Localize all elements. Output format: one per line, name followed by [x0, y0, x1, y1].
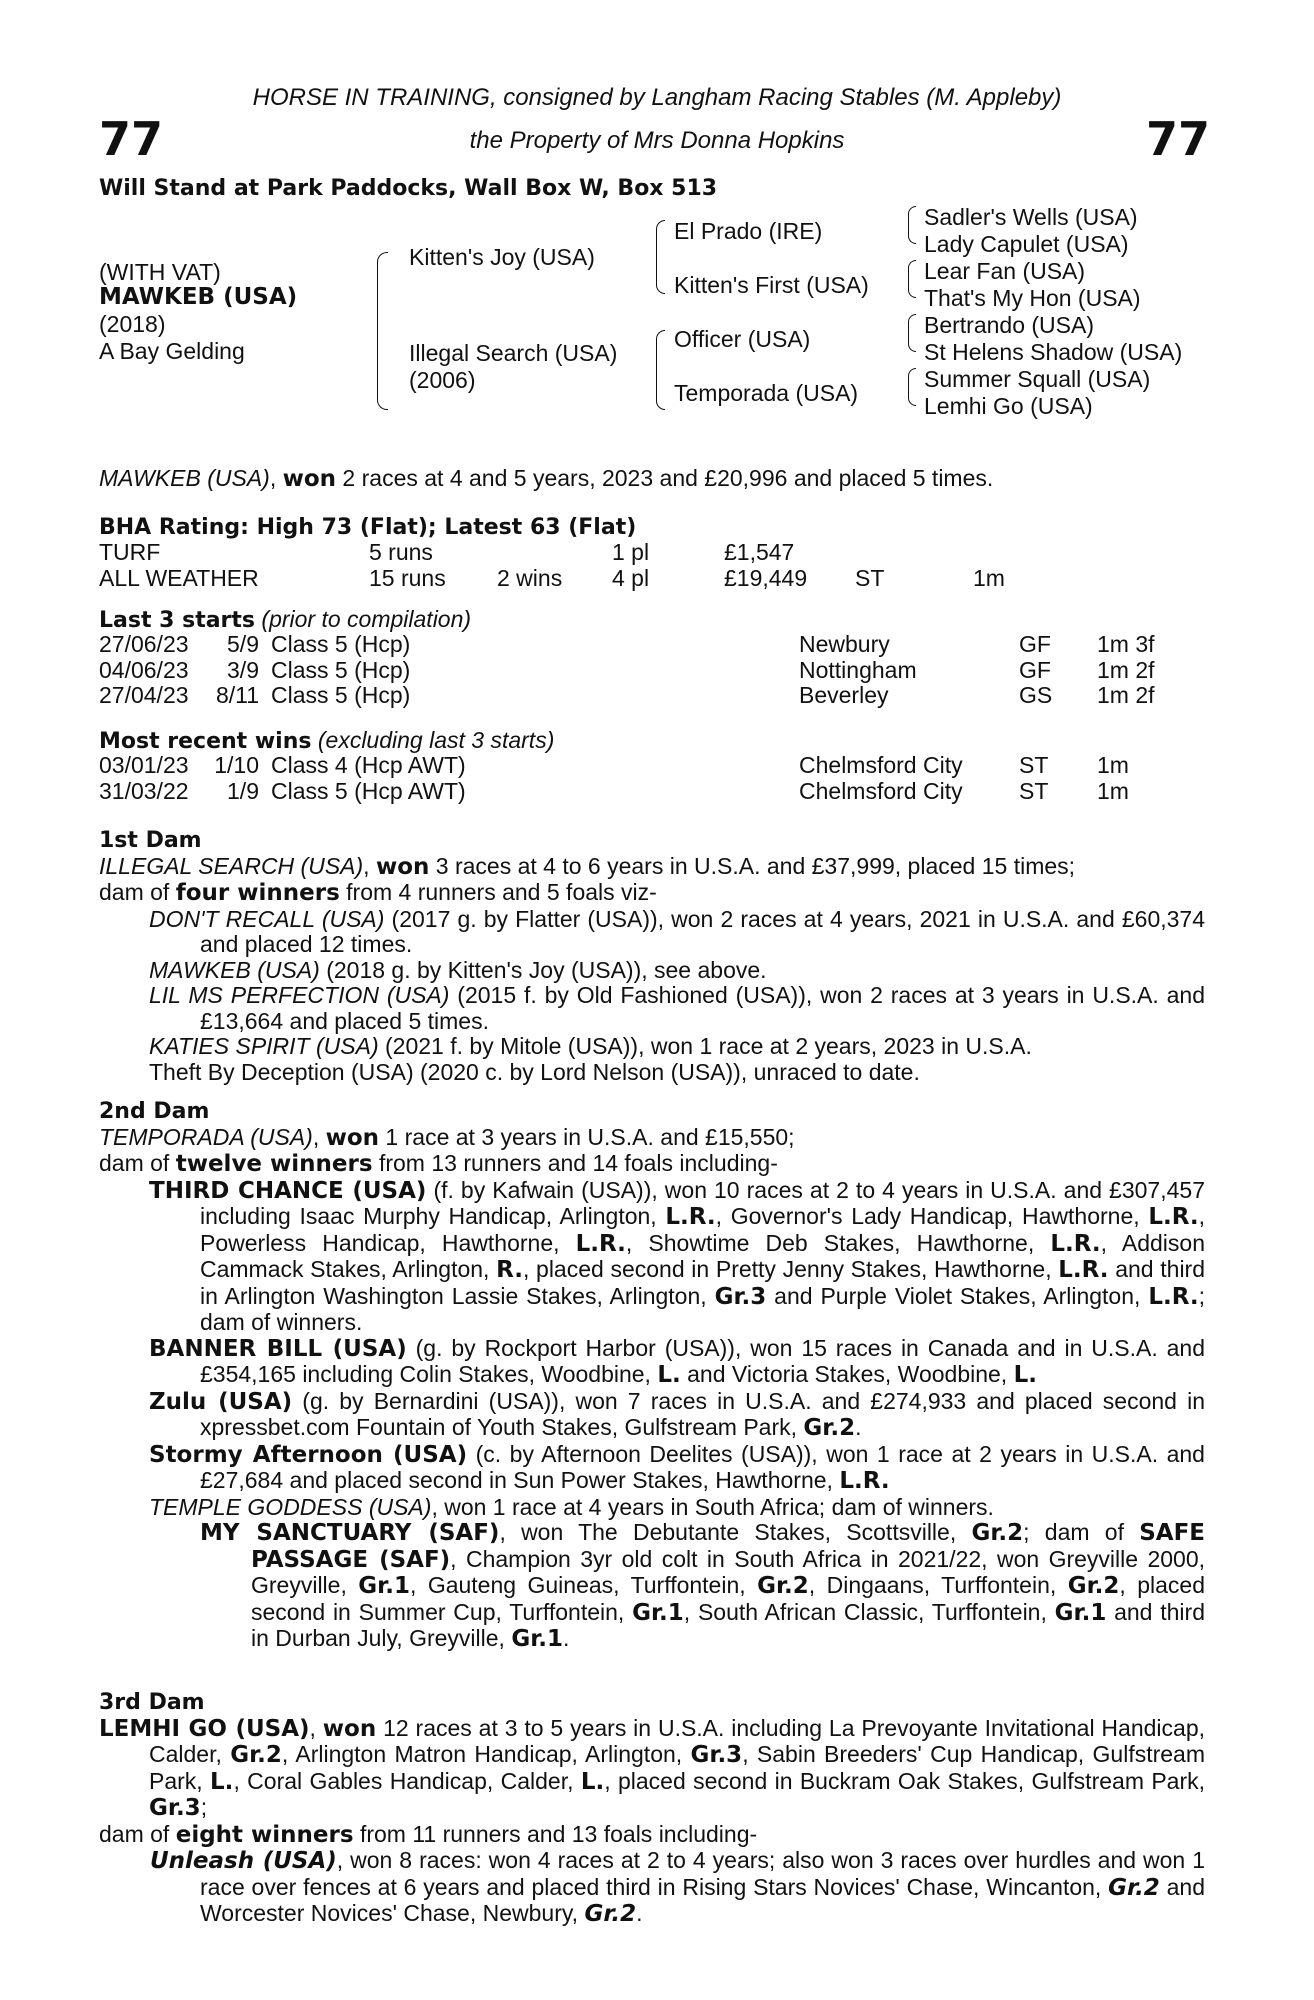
progeny-name: KATIES SPIRIT (USA) — [149, 1033, 379, 1059]
third-dam-produce — [99, 1822, 1205, 1849]
grade: Gr.2 — [803, 1415, 856, 1441]
progeny-text: (2017 g. by Flatter (USA)), won 2 races at 4 years, 2021 in U.S.A. and £60,374 and placed 12 times. — [200, 905, 1205, 957]
third-dam-text: ; — [200, 1794, 208, 1820]
first-dam-title: 1st Dam — [99, 828, 202, 853]
recent-wins-table — [99, 753, 1129, 804]
progeny-name: Zulu (USA) — [149, 1388, 293, 1415]
progeny-item-third-chance — [99, 1178, 1205, 1336]
win-course: Chelmsford City — [799, 777, 963, 804]
progeny-text: . — [563, 1625, 570, 1651]
dam-of-text: dam of — [99, 879, 176, 905]
second-dam-section — [99, 1099, 1205, 1653]
second-dam-produce — [99, 1151, 1205, 1178]
first-dam-produce — [99, 880, 1205, 907]
dam-of-text: dam of — [99, 1820, 176, 1847]
progeny-item-stormy-afternoon — [99, 1442, 1205, 1495]
progeny-text: , placed second in Pretty Jenny Stakes, Hawthorne, — [522, 1256, 1059, 1282]
pedigree-ddd: Lemhi Go (USA) — [924, 393, 1093, 419]
horse-name: MAWKEB (USA) — [99, 284, 298, 310]
grade: L. — [580, 1768, 605, 1795]
consignor-line: HORSE IN TRAINING, consigned by Langham Racing Stables (M. Appleby) — [252, 84, 1062, 111]
third-dam-record: LEMHI GO (USA), won 12 races at 3 to 5 years in U.S.A. including La Prevoyante Invitational Handicap, Calder, Gr.2, Arlington Matron Handicap, Arlington, Gr.3, Sabin Breeders' Cup Handicap, Gulfstream Park, L., Coral Gables Handicap, Calder, L., placed second in Buckram Oak Stakes, Gulfstream Park, Gr.3; — [99, 1714, 1205, 1821]
owner-line: the Property of Mrs Donna Hopkins — [469, 127, 845, 154]
pedigree-brace-sd — [908, 260, 916, 298]
grade: Gr.3 — [690, 1742, 743, 1768]
third-dam-text: , Sabin Breeders' Cup Handicap, Gulfstream Park, — [149, 1741, 1205, 1794]
pedigree-brace-ds — [908, 314, 916, 352]
progeny-item-banner-bill — [99, 1336, 1205, 1389]
grade: R. — [496, 1257, 523, 1283]
progeny-text: , Governor's Lady Handicap, Hawthorne, — [715, 1203, 1149, 1229]
dam-of-text: dam of — [99, 1150, 176, 1176]
winners-count: four winners — [175, 880, 340, 906]
progeny-item — [99, 983, 1205, 1034]
vat-note: (WITH VAT) — [99, 259, 221, 285]
win-date: 31/03/22 — [99, 777, 189, 804]
grade: L.R. — [665, 1204, 716, 1230]
progeny-text: and third in Arlington Washington Lassie Stakes, Arlington, — [200, 1256, 1206, 1309]
rating-going: ST — [855, 564, 885, 591]
progeny-name: TEMPLE GODDESS (USA) — [149, 1493, 432, 1520]
win-going: ST — [1019, 752, 1049, 778]
grade: L.R. — [1148, 1283, 1199, 1310]
third-dam-text: , Coral Gables Handicap, Calder, — [233, 1767, 581, 1794]
stand-location: Will Stand at Park Paddocks, Wall Box W, Box 513 — [99, 176, 718, 201]
progeny-text: , Dingaans, Turffontein, — [808, 1572, 1068, 1598]
won-word: won — [322, 1715, 377, 1742]
rating-going — [855, 540, 973, 566]
win-date: 03/01/23 — [99, 752, 189, 778]
last3-table — [99, 632, 1155, 709]
pedigree-brace-main — [377, 252, 388, 410]
rating-table — [99, 540, 1005, 591]
second-dam-title: 2nd Dam — [99, 1099, 210, 1124]
grade: L.R. — [575, 1230, 626, 1257]
start-position: 5/9 — [227, 631, 259, 657]
win-position: 1/9 — [227, 777, 259, 804]
third-dam-name: LEMHI GO (USA) — [99, 1715, 310, 1742]
pedigree-sdd: That's My Hon (USA) — [924, 285, 1141, 311]
progeny-text: ; dam of winners. — [200, 1282, 1205, 1335]
pedigree-sire-sire: El Prado (IRE) — [674, 218, 823, 244]
last3-row — [99, 683, 1155, 709]
pedigree-dam: Illegal Search (USA) — [409, 340, 618, 366]
recent-title: Most recent wins — [99, 729, 312, 754]
third-dam-text: 12 races at 3 to 5 years in U.S.A. including La Prevoyante Invitational Handicap, Calder, — [149, 1714, 1205, 1767]
first-dam-name: ILLEGAL SEARCH (USA) — [99, 852, 364, 879]
grade: Gr.2 — [1108, 1874, 1160, 1901]
win-class: Class 5 (Hcp AWT) — [271, 777, 466, 804]
progeny-text: , placed second in Summer Cup, Turffontein, — [251, 1572, 1205, 1625]
winners-count: eight winners — [175, 1821, 354, 1848]
progeny-text: Theft By Deception (USA) (2020 c. by Lord Nelson (USA)), unraced to date. — [149, 1058, 920, 1085]
winners-count: twelve winners — [175, 1151, 373, 1177]
rating-placed: 4 pl — [612, 564, 650, 591]
grade: L. — [210, 1768, 234, 1795]
start-date: 04/06/23 — [99, 656, 189, 683]
third-dam-text: , Arlington Matron Handicap, Arlington, — [281, 1741, 691, 1767]
rating-runs: 5 runs — [369, 539, 433, 565]
rating-dist: 1m — [973, 564, 1005, 591]
rating-dist — [973, 540, 1005, 566]
recent-heading — [99, 727, 554, 754]
progeny-text: (g. by Bernardini (USA)), won 7 races in U.S.A. and £274,933 and placed second in xpressbet.com Fountain of Youth Stakes, Gulfstream Park, — [200, 1387, 1205, 1440]
progeny-text: and third in Durban July, Greyville, — [251, 1598, 1205, 1651]
start-going: GF — [1019, 656, 1051, 683]
first-dam-record: ILLEGAL SEARCH (USA), won 3 races at 4 to 6 years in U.S.A. and £37,999, placed 15 times; — [99, 852, 1076, 880]
start-date: 27/04/23 — [99, 682, 189, 708]
third-dam-text: , placed second in Buckram Oak Stakes, Gulfstream Park, — [604, 1767, 1205, 1794]
pedigree-dds: Summer Squall (USA) — [924, 366, 1151, 392]
grade: L.R. — [1050, 1230, 1101, 1257]
grade: Gr.1 — [632, 1599, 684, 1626]
last3-row — [99, 632, 1155, 658]
pedigree-sire: Kitten's Joy (USA) — [409, 244, 595, 270]
win-course: Chelmsford City — [799, 752, 963, 778]
progeny-text: , Showtime Deb Stakes, Hawthorne, — [625, 1229, 1051, 1256]
progeny-text: , Addison Cammack Stakes, Arlington, — [200, 1229, 1205, 1282]
progeny-name: Stormy Afternoon (USA) — [149, 1441, 468, 1468]
win-going: ST — [1019, 777, 1049, 804]
summary-won: won — [282, 466, 337, 492]
progeny-name: Unleash (USA) — [150, 1848, 337, 1874]
last3-title: Last 3 starts — [99, 608, 256, 633]
grade: L. — [1013, 1362, 1037, 1388]
progeny-text: , Gauteng Guineas, Turffontein, — [409, 1572, 758, 1598]
pedigree-sds: Lear Fan (USA) — [924, 258, 1086, 284]
third-dam-title: 3rd Dam — [99, 1690, 205, 1715]
pedigree-brace-sire — [656, 220, 665, 294]
start-class: Class 5 (Hcp) — [271, 656, 411, 683]
lot-number-left: 77 — [99, 112, 164, 166]
rating-money: £19,449 — [724, 564, 808, 591]
grade: Gr.1 — [511, 1626, 564, 1652]
grade: L.R. — [839, 1468, 890, 1494]
pedigree-dss: Bertrando (USA) — [924, 312, 1095, 338]
third-dam-section — [99, 1690, 1205, 1928]
won-word: won — [325, 1124, 380, 1151]
pedigree-ssd: Lady Capulet (USA) — [924, 231, 1129, 257]
progeny-text: and Victoria Stakes, Woodbine, — [680, 1361, 1014, 1387]
progeny-text: ; dam of — [1023, 1519, 1140, 1545]
progeny-item — [99, 1034, 1205, 1060]
progeny-text: . — [855, 1414, 862, 1440]
runners-text: from 11 runners and 13 foals including- — [353, 1820, 758, 1847]
start-position: 8/11 — [215, 682, 259, 708]
second-dam-text: 1 race at 3 years in U.S.A. and £15,550; — [379, 1123, 795, 1150]
bha-rating-title: BHA Rating: High 73 (Flat); Latest 63 (Flat) — [99, 515, 637, 540]
progeny-item-temple-goddess — [99, 1495, 1205, 1521]
race-summary: MAWKEB (USA), won 2 races at 4 and 5 years, 2023 and £20,996 and placed 5 times. — [99, 465, 994, 492]
progeny-name: DON'T RECALL (USA) — [149, 905, 385, 932]
progeny-text: , Champion 3yr old colt in South Africa in 2021/22, won Greyville 2000, Greyville, — [251, 1545, 1206, 1598]
first-dam-section — [99, 828, 1205, 1085]
runners-text: from 4 runners and 5 foals viz- — [339, 879, 657, 905]
rating-wins — [497, 540, 612, 566]
last3-row — [99, 658, 1155, 684]
grade: Gr.2 — [757, 1573, 809, 1599]
grade: Gr.3 — [714, 1283, 767, 1310]
rating-row-turf — [99, 540, 1005, 566]
pedigree-dsd: St Helens Shadow (USA) — [924, 339, 1183, 365]
grade: Gr.2 — [971, 1520, 1024, 1546]
progeny-item-unleash — [99, 1848, 1205, 1928]
grand-progeny-my-sanctuary — [99, 1520, 1205, 1653]
horse-year: (2018) — [99, 311, 166, 337]
won-word: won — [375, 853, 430, 880]
progeny-text: , South African Classic, Turffontein, — [683, 1598, 1055, 1625]
last3-heading — [99, 606, 471, 633]
start-distance: 1m 2f — [1097, 682, 1155, 708]
grade: Gr.2 — [584, 1901, 637, 1927]
pedigree-sss: Sadler's Wells (USA) — [924, 204, 1138, 230]
progeny-text: (2018 g. by Kitten's Joy (USA)), see above. — [319, 956, 767, 983]
progeny-item-zulu — [99, 1389, 1205, 1442]
lot-number-right: 77 — [1146, 112, 1211, 166]
recent-note: (excluding last 3 starts) — [317, 727, 555, 753]
grade: Gr.2 — [230, 1742, 282, 1768]
pedigree-dam-year: (2006) — [409, 367, 476, 393]
progeny-text: (g. by Rockport Harbor (USA)), won 15 races in Canada and in U.S.A. and £354,165 including Colin Stakes, Woodbine, — [200, 1334, 1205, 1387]
progeny-text: . — [636, 1900, 643, 1926]
start-class: Class 5 (Hcp) — [271, 631, 411, 657]
progeny-text: , won 1 race at 4 years in South Africa; dam of winners. — [431, 1493, 994, 1520]
progeny-text: and Purple Violet Stakes, Arlington, — [766, 1282, 1149, 1309]
rating-row-aw — [99, 566, 1005, 592]
progeny-text: and Worcester Novices' Chase, Newbury, — [200, 1873, 1205, 1926]
start-distance: 1m 3f — [1097, 631, 1155, 657]
progeny-name: THIRD CHANCE (USA) — [149, 1177, 427, 1204]
recent-row — [99, 753, 1129, 779]
start-position: 3/9 — [227, 656, 259, 683]
progeny-text: (2015 f. by Old Fashioned (USA)), won 2 races at 3 years in U.S.A. and £13,664 and placed 5 times. — [200, 982, 1205, 1034]
horse-description: A Bay Gelding — [99, 338, 245, 364]
start-course: Nottingham — [799, 656, 917, 683]
progeny-name: MY SANCTUARY (SAF) — [200, 1520, 500, 1546]
grade: L.R. — [1058, 1257, 1109, 1283]
progeny-name: LIL MS PERFECTION (USA) — [149, 982, 450, 1008]
grade: Gr.1 — [358, 1573, 410, 1599]
start-course: Newbury — [799, 631, 890, 657]
grade: Gr.1 — [1054, 1599, 1107, 1626]
progeny-text: , Powerless Handicap, Hawthorne, — [200, 1203, 1205, 1256]
second-dam-name: TEMPORADA (USA) — [99, 1123, 313, 1150]
progeny-name: BANNER BILL (USA) — [149, 1335, 407, 1362]
rating-placed: 1 pl — [612, 539, 650, 565]
pedigree-brace-dd — [908, 368, 916, 406]
first-dam-text: 3 races at 4 to 6 years in U.S.A. and £37,999, placed 15 times; — [429, 852, 1076, 879]
rating-wins: 2 wins — [497, 564, 563, 591]
recent-row — [99, 779, 1129, 805]
start-date: 27/06/23 — [99, 631, 189, 657]
progeny-name: MAWKEB (USA) — [149, 956, 320, 983]
start-going: GS — [1019, 682, 1053, 708]
progeny-name: SAFE PASSAGE (SAF) — [251, 1520, 1205, 1573]
rating-money: £1,547 — [724, 539, 795, 565]
start-distance: 1m 2f — [1097, 656, 1155, 683]
last3-note: (prior to compilation) — [261, 606, 472, 632]
win-class: Class 4 (Hcp AWT) — [271, 752, 466, 778]
progeny-text: , won 8 races: won 4 races at 2 to 4 years; also won 3 races over hurdles and won 1 race over fences at 6 years and placed third in Rising Stars Novices' Chase, Wincanton, — [200, 1847, 1205, 1900]
win-distance: 1m — [1097, 752, 1129, 778]
pedigree-brace-dam — [656, 330, 665, 410]
rating-runs: 15 runs — [369, 564, 446, 591]
grade: Gr.3 — [149, 1795, 201, 1821]
summary-text: 2 races at 4 and 5 years, 2023 and £20,996 and placed 5 times. — [336, 465, 994, 491]
pedigree-brace-ss — [908, 206, 916, 244]
progeny-text: (f. by Kafwain (USA)), won 10 races at 2 to 4 years in U.S.A. and £307,457 including Isaac Murphy Handicap, Arlington, — [200, 1176, 1205, 1229]
start-going: GF — [1019, 631, 1051, 657]
progeny-item — [99, 1060, 1205, 1086]
pedigree-sire-dam: Kitten's First (USA) — [674, 272, 869, 298]
progeny-item — [99, 958, 1205, 984]
win-position: 1/10 — [214, 752, 259, 778]
start-class: Class 5 (Hcp) — [271, 682, 411, 708]
progeny-item — [99, 907, 1205, 958]
pedigree-dam-sire: Officer (USA) — [674, 326, 811, 352]
rating-surface: TURF — [99, 539, 161, 565]
grade: L. — [657, 1362, 681, 1388]
runners-text: from 13 runners and 14 foals including- — [372, 1150, 778, 1176]
grade: Gr.2 — [1067, 1573, 1120, 1599]
pedigree-dam-dam: Temporada (USA) — [674, 380, 859, 406]
summary-horse-name: MAWKEB (USA) — [99, 465, 270, 491]
progeny-text: (2021 f. by Mitole (USA)), won 1 race at 2 years, 2023 in U.S.A. — [378, 1033, 1032, 1059]
grade: L.R. — [1148, 1204, 1199, 1230]
second-dam-record: TEMPORADA (USA), won 1 race at 3 years in U.S.A. and £15,550; — [99, 1123, 795, 1151]
win-distance: 1m — [1097, 777, 1129, 804]
progeny-text: (c. by Afternoon Deelites (USA)), won 1 race at 2 years in U.S.A. and £27,684 and placed second in Sun Power Stakes, Hawthorne, — [200, 1440, 1205, 1493]
progeny-text: , won The Debutante Stakes, Scottsville, — [499, 1519, 972, 1545]
rating-surface: ALL WEATHER — [99, 564, 259, 591]
start-course: Beverley — [799, 682, 889, 708]
